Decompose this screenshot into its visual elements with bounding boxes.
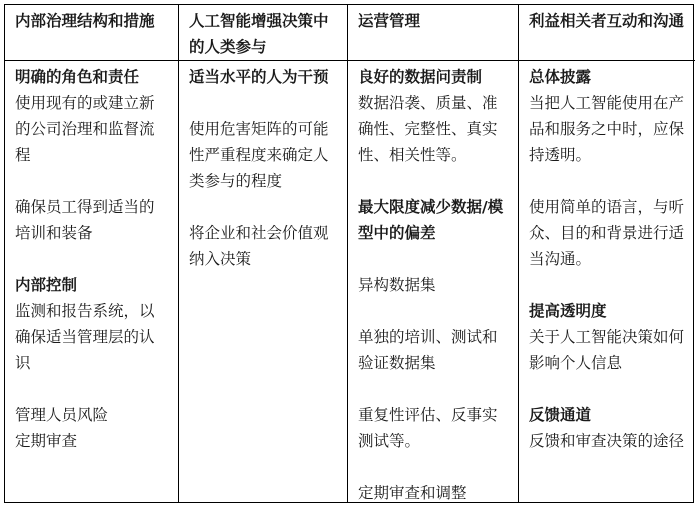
section-text: 定期审查和调整: [358, 484, 467, 502]
section-text: 使用危害矩阵的可能性严重程度来确定人类参与的程度: [189, 120, 329, 190]
section-text: 监测和报告系统，以确保适当管理层的认识: [15, 302, 155, 372]
section-title: 反馈通道: [529, 406, 592, 424]
header-human-involvement: 人工智能增强决策中的人类参与: [179, 5, 348, 61]
section-text: 数据沿袭、质量、准确性、完整性、真实性、相关性等。: [358, 94, 498, 164]
column-human-involvement: [179, 61, 348, 502]
section-text: 单独的培训、测试和验证数据集: [358, 328, 498, 372]
section-title: 良好的数据问责制: [358, 68, 483, 86]
section-text: 管理人员风险: [15, 406, 109, 424]
section-text: 使用现有的或建立新的公司治理和监督流程: [15, 94, 155, 164]
section-text: 将企业和社会价值观纳入决策: [189, 224, 329, 268]
governance-table: [4, 4, 694, 503]
section-title: 适当水平的人为干预: [189, 68, 329, 86]
section-text: 重复性评估、反事实测试等。: [358, 406, 498, 450]
section-title: 提高透明度: [529, 302, 607, 320]
section-title: 最大限度减少数据/模型中的偏差: [358, 198, 504, 242]
section-text: 关于人工智能决策如何影响个人信息: [529, 328, 685, 372]
section-title: 明确的角色和责任: [15, 68, 140, 86]
column-stakeholder-communication: [519, 61, 695, 502]
header-operations-management: 运营管理: [348, 5, 519, 61]
header-stakeholder-communication: 利益相关者互动和沟通: [519, 5, 695, 61]
section-title: 内部控制: [15, 276, 78, 294]
section-text: 定期审查: [15, 432, 78, 450]
section-text: 确保员工得到适当的培训和装备: [15, 198, 155, 242]
section-title: 总体披露: [529, 68, 592, 86]
column-internal-governance: [5, 61, 179, 502]
section-text: 使用简单的语言，与听众、目的和背景进行适当沟通。: [529, 198, 685, 268]
header-internal-governance: 内部治理结构和措施: [5, 5, 179, 61]
column-operations-management: [348, 61, 519, 502]
section-text: 当把人工智能使用在产品和服务之中时，应保持透明。: [529, 94, 685, 164]
section-text: 反馈和审查决策的途径: [529, 432, 685, 450]
section-text: 异构数据集: [358, 276, 436, 294]
